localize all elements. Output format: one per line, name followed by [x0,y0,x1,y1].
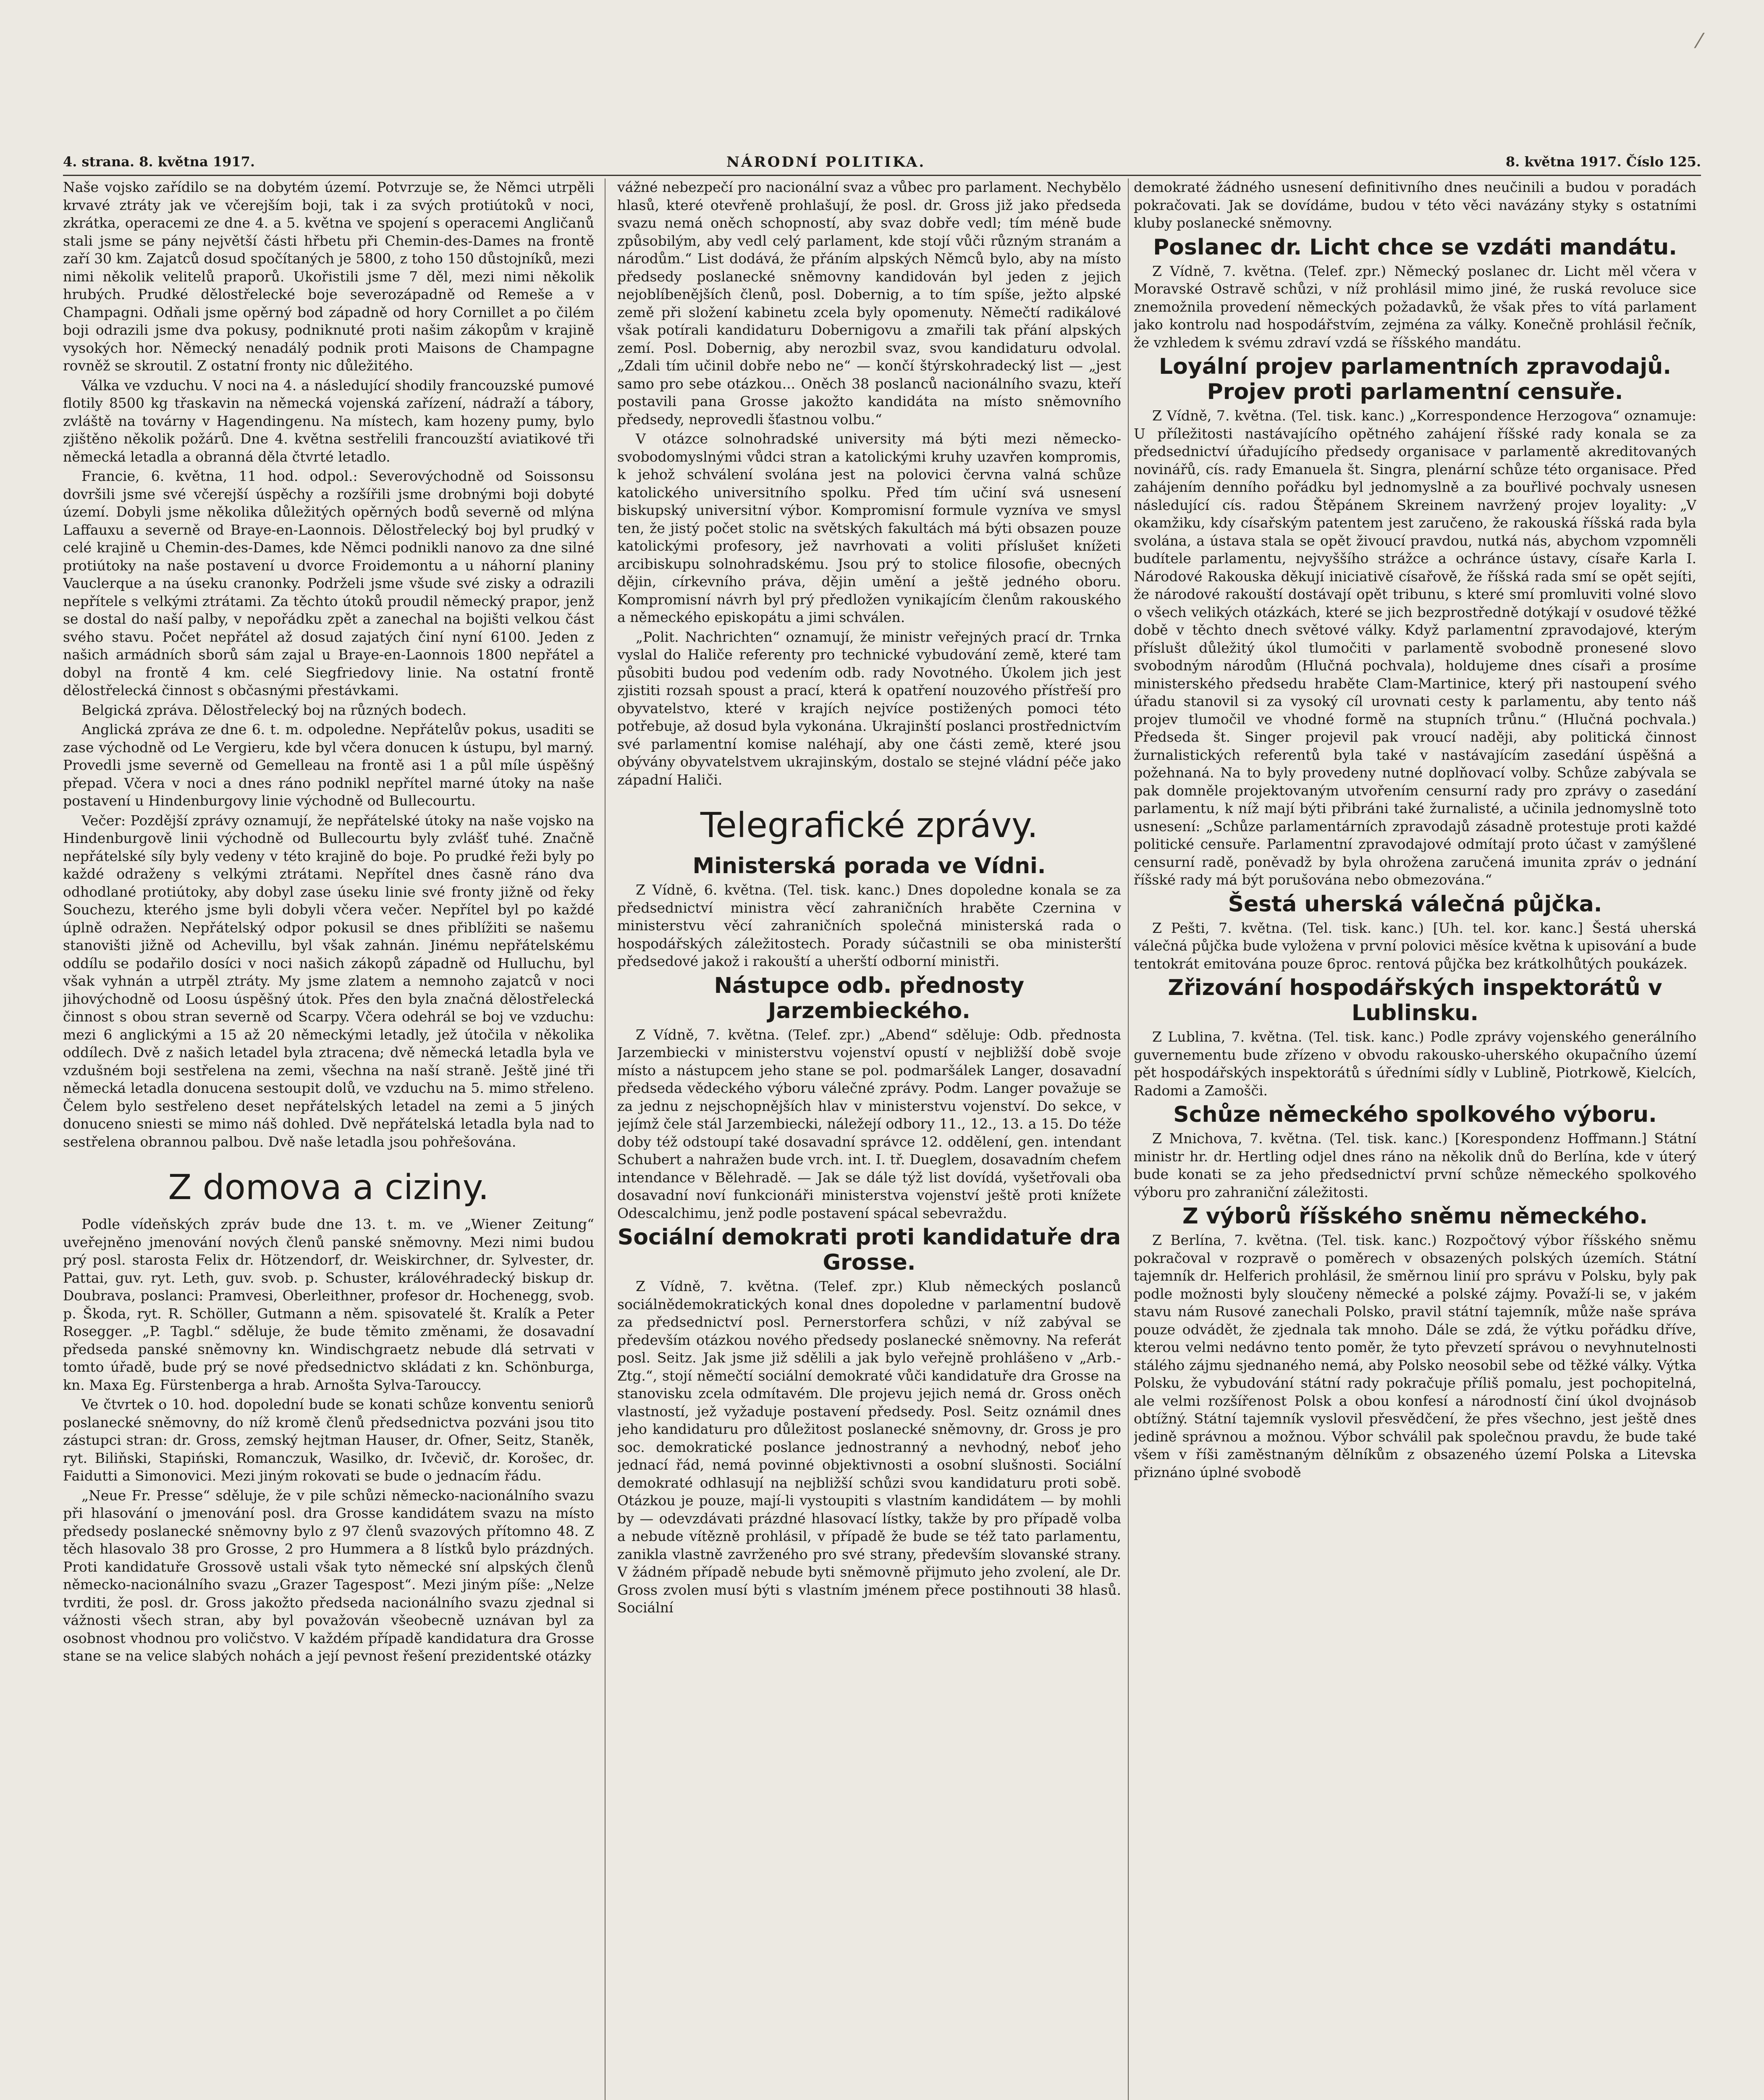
article-paragraph: „Polit. Nachrichten“ oznamují, že ministr veřejných prací dr. Trnka vyslal do Haliče referenty pro technické vybudování země, které tam působiti budou pod vedením odb. rady Novotného. Úkolem jich jest zjistiti rozsah spoust a prací, která k opatření nouzového přístřeší pro obyvatelstvo, které v krajích nejvíce postižených pomoci této potřebuje, až dosud byla vykonána. Ukrajinští poslanci prostřednictvím své parlamentní komise naléhají, aby one části země, které jsou obývány obyvatelstvem ukrajinským, dostalo se stejné vládní péče jako západní Haliči. [617,628,1121,788]
page-header [63,154,1701,174]
article-paragraph: demokraté žádného usnesení definitivního dnes neučinili a budou v poradách pokračovati. Jak se dovídáme, budou v této věci navázány styky s ostatními kluby poslanecké sněmovny. [1134,179,1696,231]
article-headline: Schůze německého spolkového výboru. [1173,1102,1657,1127]
article-headline: Šestá uherská válečná půjčka. [1228,891,1602,917]
article-headline: Z výborů říšského sněmu německého. [1182,1204,1648,1229]
article-paragraph: V otázce solnohradské university má býti mezi německo-svobodomyslnými vůdci stran a katolickými kruhy uzavřen kompromis, k jehož schválení svolána jest na polovici června valná schůze katolického universitního spolku. Před tím učiní svá usnesení biskupský universitní výbor. Kompromisní formule vyzníva ve smysl ten, že jistý počet stolic na světských fakultách má býti obsazen pouze katolickými profesory, jež navrhovati a voliti příslušet knížeti arcibiskupu solnohradskému. Jsou prý to stolice filosofie, obecných dějin, církevního práva, dějin umění a ještě jedného oboru. Kompromisní návrh byl prý předložen vynikajícím členům rakouského a německého episkopátu a jimi schválen. [617,430,1121,625]
article-paragraph: Anglická zpráva ze dne 6. t. m. odpoledne. Nepřátelův pokus, usaditi se zase východně od Le Vergieru, kde byl včera donucen k ústupu, byl marný. Provedli jsme severně od Gemelleau na frontě asi 1 a půl míle úspěšný přepad. Včera v noci a dnes ráno podnikl nepřítel marné útoky na naše postavení u Hindenburgovy linie východně od Bullecourtu. [63,721,594,809]
header-left: 4. strana. 8. května 1917. [63,154,255,170]
corner-mark: ⁄ [1697,29,1701,53]
article-headline: Sociální demokrati proti kandidatuře dra Grosse. [617,1225,1121,1275]
article-paragraph: Z Mnichova, 7. května. (Tel. tisk. kanc.) [Korespondenz Hoffmann.] Státní ministr hr. dr. Hertling odjel dnes ráno na několik dnů do Berlína, kde v úterý bude konati se za jeho předsednictví první schůze německého spolkového výboru pro zahraniční záležitosti. [1134,1130,1696,1200]
article-paragraph: Z Pešti, 7. května. (Tel. tisk. kanc.) [Uh. tel. kor. kanc.] Šestá uherská válečná půjčka bude vyložena v první polovici měsíce května k upisování a bude tentokrát emitována pouze 6proc. rentová půjčka bez krátkolhůtých poukázek. [1134,919,1696,972]
masthead-title: NÁRODNÍ POLITIKA. [726,154,926,171]
column-3 [1134,178,1696,2100]
article-paragraph: Ve čtvrtek o 10. hod. dopolední bude se konati schůze konventu seniorů poslanecké sněmovny, do níž kromě členů předsednictva pozváni jsou tito zástupci stran: dr. Gross, zemský hejtman Hauser, dr. Ofner, Seitz, Staněk, ryt. Biliňski, Stapiński, Romanczuk, Wasilko, dr. Ivčevič, dr. Korošec, dr. Faidutti a Simonovici. Mezi jiným rokovati se bude o jednacím řádu. [63,1396,594,1484]
article-paragraph: Z Vídně, 7. května. (Tel. tisk. kanc.) „Korrespondence Herzogova“ oznamuje: U příležitosti nastávajícího opětného zahájení říšské rady konala se za předsednictví úřadujícího předsedy organisace v parlamentě akreditovaných novinářů, cís. rady Emanuela št. Singra, plenární schůze této organisace. Před zahájením denního pořádku byl jednomyslně a za bouřlivé pochvaly usnesen následující cís. radou Štěpánem Skreinem navržený projev loyality: „V okamžiku, kdy císařským patentem jest zaručeno, že rakouská říšská rada byla svolána, a ústava stala se opět živoucí pravdou, nutká nás, abychom vzpomněli budítele parlamentu, nejvyššího strážce a ochránce ústavy, císaře Karla I. Národové Rakouska děkují iniciativě císařově, že říšská rada smí se opět sejíti, že národové rakouští dostávají opět tribunu, s které smí promluviti volné slovo o všech velikých otázkách, které se jich bezprostředně dotýkají v osudové těžké době v těchto dnech světové války. Když parlamentní zpravodajové, kterým příslušt důležitý úkol tlumočiti v parlamentě svobodně pronesené slovo svobodným národům (Hlučná pochvala), holdujeme dnes císaři a prosíme ministerského předsedu hraběte Clam-Martinice, který při nastoupení svého úřadu stanovil si za vysoký cíl urovnati cesty k parlamentu, aby tento náš projev tlumočil ve vhodné formě na stupních trůnu.“ (Hlučná pochvala.) Předseda št. Singer projevil pak vroucí naději, aby politická činnost žurnalistických referentů byla také v nastávajícím zasedání úspěšná a požehnaná. Na to byly provedeny nutné doplňovací volby. Schůze zabývala se pak domněle projektovaným utvořením censurní rady pro zprávy o zasedání parlamentu, k níž mají býti přibráni také žurnalisté, a učinila jednomyslně toto usnesení: „Schůze parlamentárních zpravodajů zásadně protestuje proti každé politické censuře. Parlamentní zpravodajové odmítají proto účast v zamýšlené censurní radě, poněvadž by byla ohrožena zaručená imunita zpráv o jednání říšské rady má být porušována nebo obmezována.“ [1134,407,1696,888]
column-2 [617,178,1121,2100]
article-headline: Poslanec dr. Licht chce se vzdáti mandátu. [1153,234,1677,260]
article-paragraph: Francie, 6. května, 11 hod. odpol.: Severovýchodně od Soissonsu dovršili jsme své včerejší úspěchy a rozšířili jsme drobnými boji dobyté území. Dobyli jsme několika důležitých opěrných bodů severně od mlýna Laffauxu a severně od Braye-en-Laonnois. Dělostřelecký boj byl prudký v celé krajině u Chemin-des-Dames, kde Němci podnikli nanovo za dne silné protiútoky na naše postavení u dvorce Froidemontu a u náhorní planiny Vauclerque a na úseku cranonky. Podrželi jsme všude své zisky a odrazili nepřítele s velkými ztrátami. Za těchto útoků proudil německý prapor, jenž se dostal do naší palby, v nepořádku zpět a zanechal na bojišti velkou část svého stavu. Počet nepřátel až dosud zajatých činí nyní 6100. Jeden z našich armádních sborů sám zajal u Braye-en-Laonnois 1800 nepřátel a dobyl na frontě 4 km. celé Siegfriedovy linie. Na ostatní frontě dělostřelecká činnost s občasnými přestávkami. [63,468,594,698]
article-paragraph: Z Vídně, 7. května. (Telef. zpr.) „Abend“ sděluje: Odb. přednosta Jarzembiecki v ministerstvu vojenství opustí v nejbližší době svoje místo a nástupcem jeho stane se pol. podmaršálek Langer, dosavadní předseda vědeckého výboru válečné zprávy. Podm. Langer považuje se za jednu z nejschopnějších hlav v ministerstvu vojenství. Do sekce, v jejímž čele stál Jarzembiecki, náležejí odbory 11., 12., 13. a 15. Do téže doby též odstoupí také dosavadní správce 12. oddělení, gen. intendant Schubert a nahražen bude vrch. int. I. tř. Dueglem, dosavadním chefem intendance v Bělehradě. — Jak se dále týž list dovídá, vyšetřovali oba dosavadní noví funkcionáři ministerstva vojenství ještě proti knížete Odescalchimu, jenž podle postavení spácal sebevraždu. [617,1026,1121,1221]
header-right: 8. května 1917. Číslo 125. [1505,154,1701,170]
article-paragraph: Z Vídně, 7. května. (Telef. zpr.) Klub německých poslanců sociálnědemokratických konal dnes dopoledne v parlamentní budově za předsednictví posl. Pernerstorfera schůzi, v níž zabýval se především otázkou nového předsedy poslanecké sněmovny. Na referát posl. Seitz. Jak jsme již sdělili a jak bylo veřejně prohlášeno v „Arb.-Ztg.“, stojí němečtí sociální demokraté vůči kandidatuře dra Grosse na stanovisku zcela odmítavém. Dle projevu jejich nemá dr. Gross oněch vlastností, jež vyžaduje postavení předsedy. Posl. Seitz oznámil dnes jeho kandidaturu pro důležitost poslanecké sněmovny, dr. Gross je pro soc. demokratické poslance jednostranný a nevhodný, neboť jeho jednací řád, nemá povinné objektivnosti a osobní slušnosti. Sociální demokraté odhlasují na nejbližší schůzi svou kandidaturu proti sobě. Otázkou je pouze, mají-li vystoupiti s vlastním kandidátem — by mohli by — odevzdávati prázdné hlasovací lístky, takže by pro případě volba a nebude vítězně prohlásil, v případě že bude se též tato parlamentu, zanikla vlastně zavrženého pro své strany, především slovanské strany. V žádném případě nebude byti sněmovně přijmuto jeho zvolení, ale Dr. Gross zvolen musí býti s vlastním jménem přece postihnouti 38 hlasů. Sociální [617,1278,1121,1616]
column-1 [63,178,594,2100]
article-paragraph: Belgická zpráva. Dělostřelecký boj na různých bodech. [81,701,467,718]
article-paragraph: Z Lublina, 7. května. (Tel. tisk. kanc.) Podle zprávy vojenského generálního guvernementu bude zřízeno v obvodu rakousko-uherského okupačního území pět hospodářských inspektorátů s úředními sídly v Lublině, Piotrkowě, Kielcích, Radomi a Zamošči. [1134,1029,1696,1099]
article-paragraph: Z Vídně, 7. května. (Telef. zpr.) Německý poslanec dr. Licht měl včera v Moravské Ostravě schůzi, v níž prohlásil mimo jiné, že ruská revoluce sice znemožnila provedení německých požadavků, že však přes to vítá parlament jako kontrolu nad hospodářstvím, zejména za války. Konečně prohlásil řečník, že vzhledem k svému zdraví vzdá se říšského mandátu. [1134,262,1696,351]
column-rule-2 [1128,178,1129,2100]
section-title-telegraficke: Telegrafické zprávy. [700,806,1038,845]
article-headline: Ministerská porada ve Vídni. [692,853,1046,879]
article-paragraph: Naše vojsko zařídilo se na dobytém území. Potvrzuje se, že Němci utrpěli krvavé ztráty jak ve včerejším boji, tak i za svých protiútoků v noci, zkrátka, operacemi ze dne 4. a 5. května ve spojení s operacemi Angličanů stali jsme se pány největší části hřbetu při Chemin-des-Dames na frontě zaří 30 km. Zajatců dosud spočítaných je 5800, z toho 150 důstojníků, mezi nimi několik velitelů praporů. Ukořistili jsme 7 děl, mezi nimi několik hrubých. Prudké dělostřelecké boje severozápadně od Remeše a v Champagni. Odňali jsme opěrný bod západně od hory Cornillet a po čilém boji odrazili jsme dva pokusy, podniknuté proti našim zákopům v krajině vysokých hor. Německý nenadálý podnik proti Maisons de Champagne rovněž se skroutil. Z ostatní fronty nic důležitého. [63,179,594,374]
article-paragraph: Z Berlína, 7. května. (Tel. tisk. kanc.) Rozpočtový výbor říšského sněmu pokračoval v rozpravě o poměrech v obsazených polských územích. Státní tajemník dr. Helferich prohlásil, že směrnou linií pro správu v Polsku, byly pak podle možnosti byly sloučeny německé a polské zájmy. Považí-li se, v jakém stavu nám Rusové zanechali Polsko, pravil státní tajemník, může naše správa pouze odvádět, že zjednala tak mnoho. Dále se zdá, že výtku pořádku dříve, kterou velmi nedávno tento poměr, že tyto převzetí správou o nevyhnutelnosti stálého zájmu sjednaného nemá, aby Polsko neosobil sebe od těžké války. Výtka Polsku, že vybudování státní rady pokračuje příliš pomalu, jest pochopitelná, ale velmi rozšířenost Polsk a obou konfesí a národností činí úkol dvojnásob obtížný. Státní tajemník vyslovil přesvědčení, že přes všechno, jest ještě dnes jedině správnou a možnou. Výbor schválil pak společnou pravdu, že bude také všem v říši zaměstnaným dělníkům z obsazeného území Polska a Litevska přiznáno úplné svobodě [1134,1232,1696,1480]
article-paragraph: Podle vídeňských zpráv bude dne 13. t. m. ve „Wiener Zeitung“ uveřejněno jmenování nových členů panské sněmovny. Mezi nimi budou prý posl. starosta Felix dr. Hötzendorf, dr. Weiskirchner, dr. Sylvester, dr. Pattai, guv. ryt. Leth, guv. svob. p. Schuster, královéhradecký biskup dr. Doubrava, poslanci: Pramvesi, Oberleithner, profesor dr. Hochenegg, svob. p. Škoda, ryt. R. Schöller, Gutmann a něm. spisovatelé št. Kralík a Peter Rosegger. „P. Tagbl.“ sděluje, že bude těmito změnami, že dosavadní předseda panské sněmovny kn. Windischgraetz nebude dlá setrvati v tomto úřadě, bude prý se nové předsednictvo skládati z kn. Schönburga, kn. Maxa Eg. Fürstenberga a hrab. Arnošta Sylva-Tarouccy. [63,1216,594,1393]
article-headline: Loyální projev parlamentních zpravodajů. Projev proti parlamentní censuře. [1159,354,1672,404]
article-paragraph: Z Vídně, 6. května. (Tel. tisk. kanc.) Dnes dopoledne konala se za předsednictví ministra věcí zahraničních hraběte Czernina v ministerstvu věcí zahraničních společná ministerská rada o hospodářských záležitostech. Porady súčastnili se oba ministerští předsedové jakož i rakouští a uherští odborní ministři. [617,882,1121,969]
article-paragraph: vážné nebezpečí pro nacionální svaz a vůbec pro parlament. Nechybělo hlasů, které otevřeně prohlašují, že posl. dr. Gross již jako předseda svazu nemá oněch schopností, aby svaz dobře vedl; tím méně bude způsobilým, aby vedl celý parlament, kde stojí vůči různým stranám a národům.“ List dodává, že přáním alpských Němců bylo, aby na místo předsedy poslanecké sněmovny kandidován byl jeden z jejich nejoblíbenějších členů, posl. Dobernig, a to tím spíše, ježto alpské země při složení kabinetu zcela byly opomenuty. Němečtí radikálové však potírali kandidaturu Dobernigovu a zmařili tak přání alpských zemí. Posl. Dobernig, aby nerozbil svaz, svou kandidaturu odvolal. „Zdali tím učinil dobře nebo ne“ — končí štýrskohradecký list — „jest samo pro sebe otázkou... Oněch 38 poslanců nacionálního svazu, kteří postavili pana Grosse jakožto kandidáta na místo sněmovního předsedy, neprovedli šťastnou volbu.“ [617,179,1121,428]
article-paragraph: Válka ve vzduchu. V noci na 4. a následující shodily francouzské pumové flotily 8500 kg třaskavin na německá vojenská zařízení, nádraží a tábory, zvláště na továrny v Hagendingenu. Na místech, kam hozeny pumy, bylo zjištěno několik požárů. Dne 4. května sestřelili francouzští aviatikové tři německá letadla a obranná děla čtvrté letadlo. [63,377,594,465]
section-title-domova: Z domova a ciziny. [168,1168,489,1208]
article-paragraph: Večer: Pozdější zprávy oznamují, že nepřátelské útoky na naše vojsko na Hindenburgově linii východně od Bullecourtu byly zvlášť tuhé. Značně nepřátelské síly byly vedeny v této krajině do boje. Po prudké řeži byly po každé odraženy s velkými ztrátami. Nepřítel dnes časně ráno dva odhodlané protiútoky, aby dobyl zase úseku linie své fronty jižně od řeky Souchezu, kterého jsme byli dobyli včera večer. Nepřítel byl po každé úplně odražen. Nepřátelský odpor pokusil se dnes přiblížiti se našemu stanovišti jižně od Achevillu, byl však zahnán. Jinému nepřátelskému oddílu se podařilo dosíci v noci našich zákopů západně od Hulluchu, byl však vyhnán a utrpěl ztráty. My jsme zlatem a nemnoho zajatců v noci jihovýchodně od Loosu úspěšný útok. Přes den byla značná dělostřelecká činnost s obou stran severně od Scarpy. Včera odehrál se boj ve vzduchu: mezi 6 anglickými a 15 až 20 německými letadly, jež útočila v několika oddílech. Dvě z našich letadel byla ztracena; dvě německá letadla byla ve vzdušném boji sestřelena na zemi, všechna na naší straně. Ještě jiné tři německá letadla donucena sestoupit dolů, ve vzduchu na 5. mimo střeleno. Čelem bylo sestřeleno deset nepřátelských letadel na zemi a 5 jiných donuceno sniesti se mimo náš dohled. Dvě nepřátelská letadla byla nad to sestřelena obrannou palbou. Dvě naše letadla jsou pohřešována. [63,812,594,1150]
article-paragraph: „Neue Fr. Presse“ sděluje, že v pile schůzi německo-nacionálního svazu při hlasování o jmenování posl. dra Grosse kandidátem svazu na místo předsedy poslanecké sněmovny bylo z 97 členů svazových přítomno 48. Z těch hlasovalo 38 pro Grosse, 2 pro Hummera a 8 lístků bylo prázdných. Proti kandidatuře Grossově ustali však tyto německé sní alpských členů německo-nacionálního svazu „Grazer Tagespost“. Mezi jiným píše: „Nelze tvrditi, že posl. dr. Gross jakožto předseda nacionálního svazu zjednal si vážnosti všech stran, aby byl považován všeobecně uznávan byl za osobnost vhodnou pro voličstvo. V každém případě kandidatura dra Grosse stane se na velice slabých nohách a její pevnost řešení prezidentské otázky [63,1487,594,1664]
header-rule [63,175,1701,176]
article-headline: Zřizování hospodářských inspektorátů v Lublinsku. [1168,975,1662,1026]
article-headline: Nástupce odb. přednosty Jarzembieckého. [714,973,1025,1024]
